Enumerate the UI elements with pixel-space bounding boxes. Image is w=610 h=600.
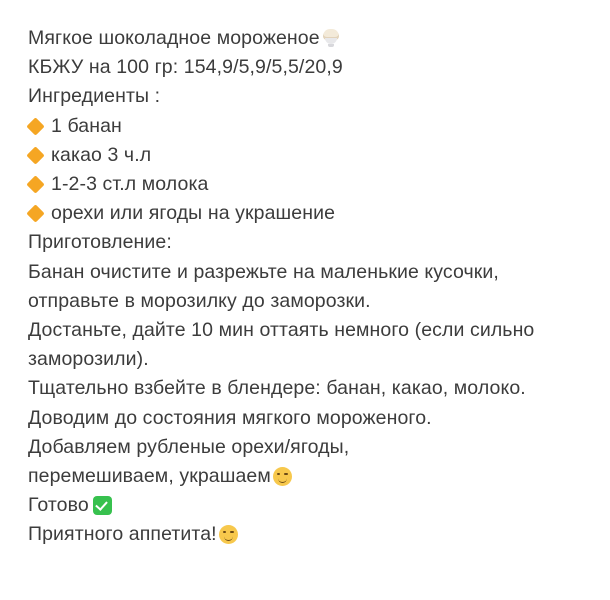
ingredient-item bbox=[28, 141, 588, 170]
relieved-face-icon bbox=[219, 525, 238, 544]
decorate-text-part1: Добавляем рубленые орехи/ягоды, bbox=[28, 435, 350, 458]
preparation-step-decorate bbox=[28, 433, 588, 491]
ingredient-label: 1-2-3 ст.л молока bbox=[51, 173, 209, 196]
recipe-title-text: Мягкое шоколадное мороженое bbox=[28, 27, 320, 49]
ingredient-item bbox=[28, 170, 588, 199]
orange-diamond-icon bbox=[26, 175, 44, 193]
ingredients-heading: Ингредиенты : bbox=[28, 85, 161, 108]
ingredient-label: орехи или ягоды на украшение bbox=[51, 202, 336, 225]
relieved-face-icon bbox=[273, 467, 292, 486]
done-line bbox=[28, 491, 588, 520]
orange-diamond-icon bbox=[26, 205, 44, 223]
orange-diamond-icon bbox=[26, 146, 44, 164]
orange-diamond-icon bbox=[26, 117, 44, 135]
ice-cream-icon bbox=[321, 28, 341, 48]
nutrition-line: КБЖУ на 100 гр: 154,9/5,9/5,5/20,9 bbox=[28, 56, 343, 79]
done-label: Готово bbox=[28, 494, 89, 517]
closing-line bbox=[28, 520, 588, 549]
closing-label: Приятного аппетита! bbox=[28, 523, 217, 546]
preparation-step: Банан очистите и разрежьте на маленькие кусочки, отправьте в морозилку до заморозки. bbox=[28, 260, 505, 312]
green-check-icon bbox=[93, 496, 112, 515]
recipe-title bbox=[28, 24, 588, 53]
preparation-heading: Приготовление: bbox=[28, 231, 172, 254]
ingredient-label: какао 3 ч.л bbox=[51, 143, 152, 166]
ingredient-item bbox=[28, 199, 588, 228]
decorate-text-part2: перемешиваем, украшаем bbox=[28, 465, 271, 488]
preparation-step: Тщательно взбейте в блендере: банан, какао, молоко. Доводим до состояния мягкого мороженого. bbox=[28, 377, 532, 429]
ingredient-item bbox=[28, 112, 588, 141]
preparation-step: Достаньте, дайте 10 мин оттаять немного (если сильно заморозили). bbox=[28, 319, 540, 371]
ingredient-label: 1 банан bbox=[51, 114, 122, 137]
